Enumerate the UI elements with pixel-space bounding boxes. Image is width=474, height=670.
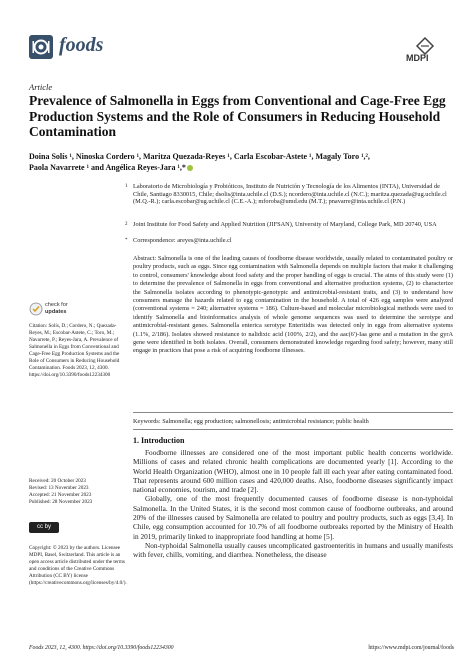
- authors: [29, 151, 449, 173]
- published-date: Published: 28 November 2023: [29, 499, 93, 505]
- cc-by-icon[interactable]: cc by: [29, 522, 59, 533]
- intro-paragraph: Foodborne illnesses are considered one of the most important public health concerns worldwide. Millions of cases and related chronic health complications are documented yearly [1]. According to the World Health Organization (WHO), almost one in 10 people fall ill each year after eating contaminated food. That represents around 600 million cases and 420,000 deaths. Also, foodborne diseases significantly impact national economies, tourism, and trade [2].: [133, 448, 453, 495]
- dates-block: [29, 478, 125, 506]
- foods-logo-icon: [29, 35, 53, 59]
- received-date: Received: 20 October 2023: [29, 478, 86, 484]
- keywords: Keywords: Salmonella; egg production; salmonellosis; antimicrobial resistance; public health: [133, 418, 369, 425]
- article-type: Article: [29, 82, 53, 92]
- copyright-block: Copyright: © 2023 by the authors. Licensee MDPI, Basel, Switzerland. This article is an open access article distributed under the terms and conditions of the Creative Commons Attribution (CC BY) license (https://creativecommons.org/licenses/by/4.0/).: [29, 545, 127, 586]
- affiliation-2: 2 Joint Institute for Food Safety and Applied Nutrition (JIFSAN), University of Maryland, College Park, MD 20740, USA: [125, 221, 437, 228]
- check-for-updates-label[interactable]: check for updates: [45, 302, 68, 315]
- abstract: Abstract: Salmonella is one of the leading causes of foodborne disease worldwide, usually related to contaminated poultry or poultry products, such as eggs. Since egg contamination with Salmonella depends on multiple factors that make it challenging to control, consumers' knowledge about food safety and the proper handling of eggs is crucial. The aims of this study were (1) to determine the prevalence of Salmonella in eggs from conventional and alternative production systems, (2) to characterize the Salmonella isolates according to phenotypic-genotypic and antimicrobial-resistant traits, and (3) to understand how consumers manage the hazards related to egg contamination in the household. A total of 426 egg samples were analyzed (conventional systems = 240; alternative systems = 186). Culture-based and molecular microbiological methods were used to identify Salmonella and bioinformatics analysis of whole genome sequences was used to determine the serotype and antimicrobial-resistant genes. Salmonella enterica serotype Enteritidis was detected only in eggs from alternative systems (1.1%, 2/186). Isolates showed resistance to nalidixic acid (100%, 2/2), and the aac(6')-Iaa gene and a mutation in the gyrA gene were identified in both isolates. Overall, consumers demonstrated knowledge regarding food safety; however, many still engage in practices that pose a risk of acquiring foodborne illnesses.: [133, 255, 453, 355]
- publisher-name: MDPI: [406, 53, 429, 63]
- journal-name: foods: [59, 34, 104, 56]
- footer-citation[interactable]: Foods 2023, 12, 4300. https://doi.org/10.3390/foods12234300: [29, 645, 174, 651]
- introduction-body: [133, 448, 453, 560]
- section-heading: 1. Introduction: [133, 436, 185, 445]
- accepted-date: Accepted: 21 November 2023: [29, 492, 92, 498]
- correspondence: * Correspondence: areyes@inta.uchile.cl: [125, 237, 232, 244]
- citation-block: Citation: Solís, D.; Cordero, N.; Quezada-Reyes, M.; Escobar-Astete, C.; Toro, M.; Navarrete, P.; Reyes-Jara, A. Prevalence of Salmonella in Eggs from Conventional and Cage-Free Egg Production Systems and the Role of Consumers in Reducing Household Contamination. Foods 2023, 12, 4300. https://doi.org/10.3390/foods12234300: [29, 323, 120, 378]
- intro-paragraph: Non-typhoidal Salmonella usually causes uncomplicated gastroenteritis in humans and usually manifests with fever, chills, vomiting, and diarrhea. Nonetheless, the disease: [133, 540, 453, 560]
- keywords-top-divider: [133, 412, 453, 413]
- revised-date: Revised: 13 November 2023: [29, 485, 89, 491]
- intro-paragraph: Globally, one of the most frequently documented causes of foodborne disease is non-typhoidal Salmonella. In the United States, it is the second most common cause of foodborne outbreaks, and around 20% of the illnesses caused by Salmonella are related to poultry and poultry products, such as eggs [3,4]. In Chile, egg consumption accounted for 10.7% of all foodborne outbreaks reported by the Ministry of Health in 2019, primarily linked to inappropriate food handling at home [5].: [133, 494, 453, 541]
- check-for-updates-icon[interactable]: [29, 302, 43, 316]
- orcid-icon[interactable]: [187, 165, 193, 171]
- footer-journal-url[interactable]: https://www.mdpi.com/journal/foods: [368, 645, 454, 651]
- paper-title: Prevalence of Salmonella in Eggs from Conventional and Cage-Free Egg Production Systems and the Role of Consumers in Reducing Household Contamination: [29, 93, 446, 139]
- affiliation-1: 1 Laboratorio de Microbiología y Probióticos, Instituto de Nutrición y Tecnología de los Alimentos (INTA), Universidad de Chile, Santiago 8330015, Chile; dsolis@inta.uchile.cl (D.S.); ncordero@inta.uchile.cl (N.C.); maritza.quezada@ug.uchile.cl (M.Q.-R.); carla.escobar@ug.uchile.cl (C.E.-A.); mforoba@umd.edu (M.T.); pnavarre@inta.uchile.cl (P.N.): [125, 183, 447, 206]
- authors-line-1: Doina Solís ¹, Ninoska Cordero ¹, Maritza Quezada-Reyes ¹, Carla Escobar-Astete ¹, Magaly Toro ¹,²,: [29, 152, 370, 161]
- keywords-bottom-divider: [133, 429, 453, 430]
- authors-line-2: Paola Navarrete ¹ and Angélica Reyes-Jara ¹,*: [29, 163, 186, 172]
